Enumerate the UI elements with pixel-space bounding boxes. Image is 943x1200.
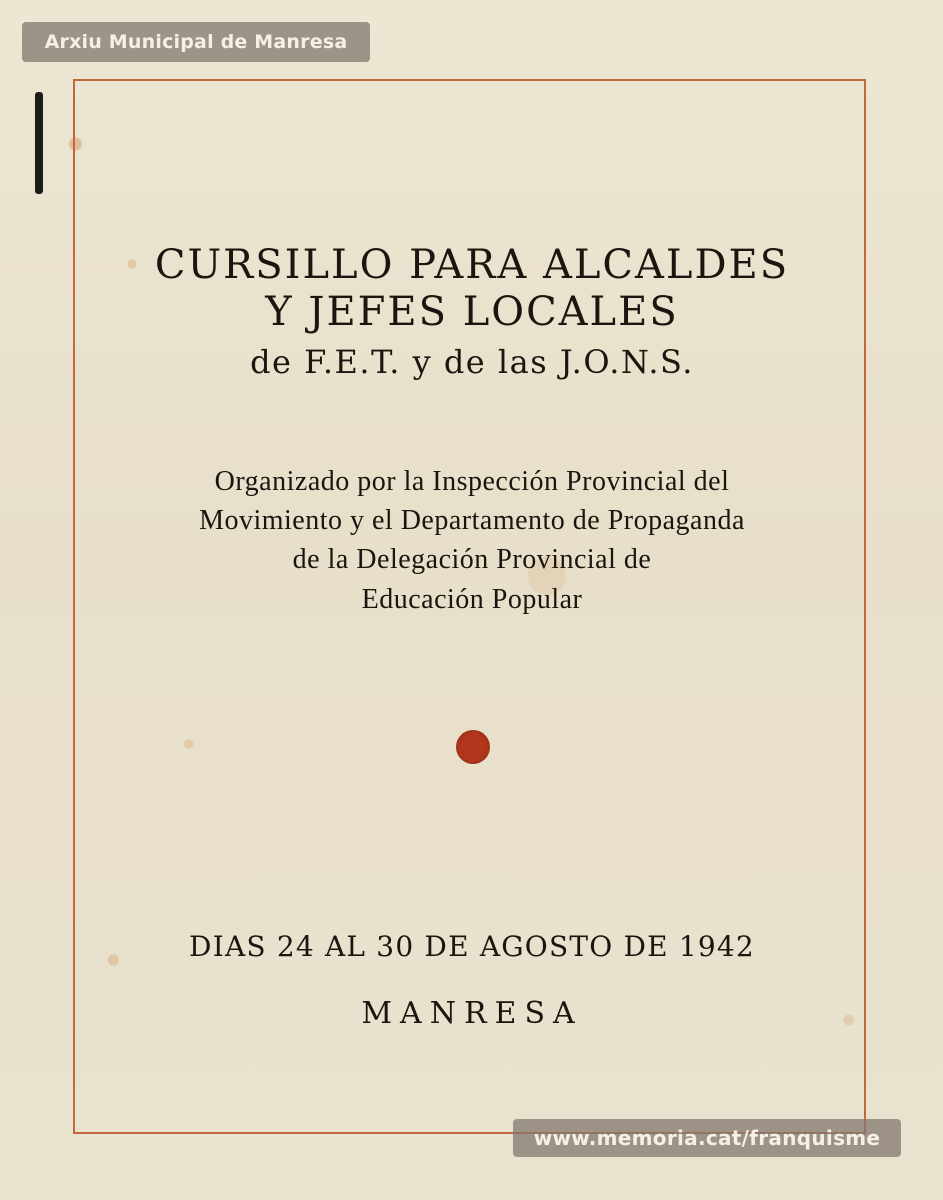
url-watermark-label: www.memoria.cat/franquisme	[533, 1126, 881, 1150]
archive-watermark-label: Arxiu Municipal de Manresa	[44, 31, 348, 53]
archive-watermark	[22, 22, 370, 62]
title-line-2: Y JEFES LOCALES	[265, 289, 679, 336]
organizer-line-3: de la Delegación Provincial de	[292, 544, 652, 576]
title-line-1: CURSILLO PARA ALCALDES	[154, 242, 790, 288]
red-dot-ornament	[456, 730, 490, 764]
organizer-line-2: Movimiento y el Departamento de Propaganda	[199, 505, 745, 537]
organizer-text	[100, 462, 844, 619]
organizer-line-1: Organizado por la Inspección Provincial del	[214, 466, 730, 497]
event-dates: DIAS 24 AL 30 DE AGOSTO DE 1942	[189, 930, 755, 963]
url-watermark	[513, 1119, 901, 1157]
organizer-line-4: Educación Popular	[361, 583, 583, 615]
binding-mark	[35, 92, 43, 194]
event-city: MANRESA	[361, 996, 583, 1031]
title-block	[78, 242, 866, 386]
title-line-3: de F.E.T. y de las J.O.N.S.	[250, 343, 694, 382]
